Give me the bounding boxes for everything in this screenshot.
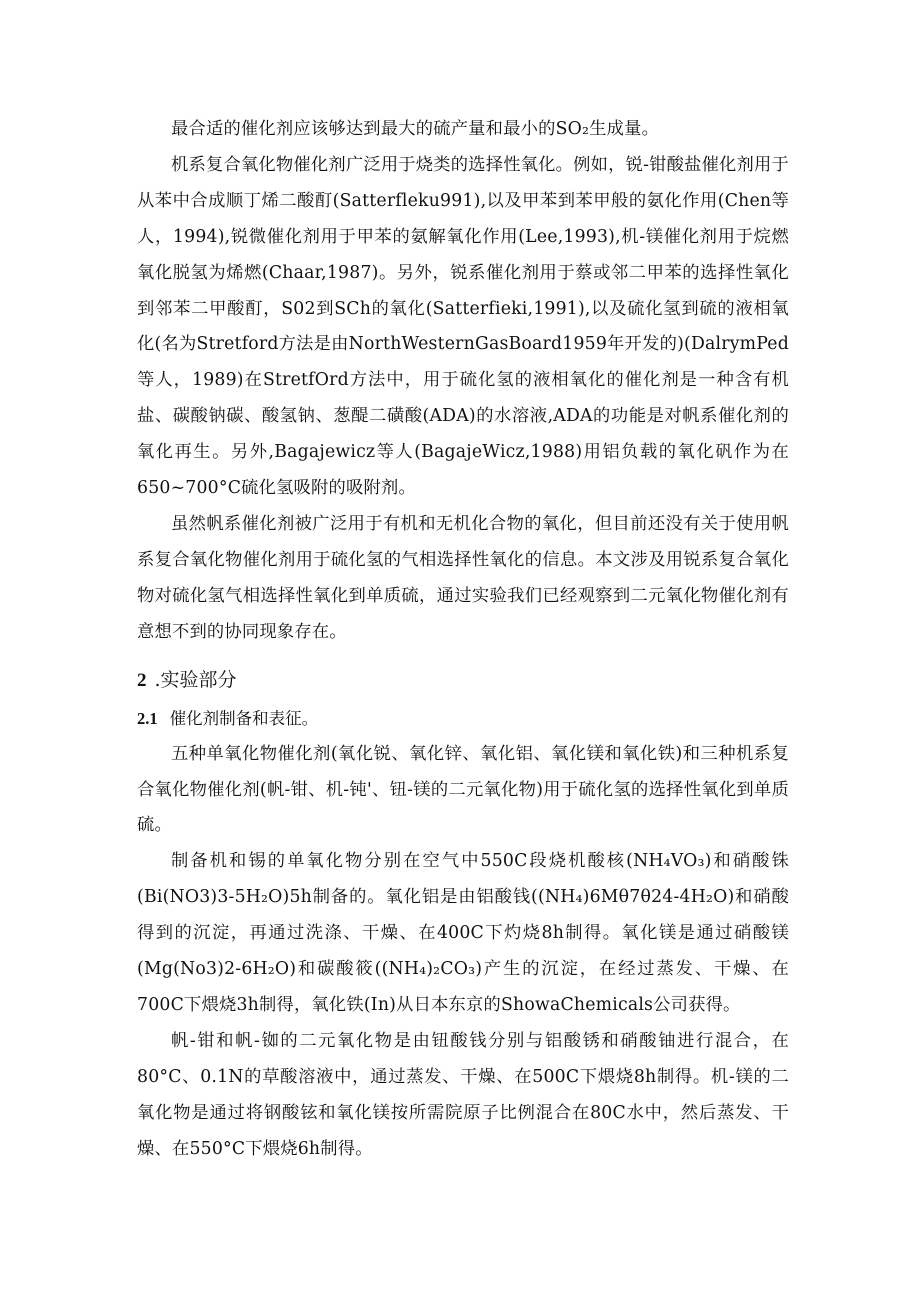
paragraph-catalyst-list: 五种单氧化物催化剂(氧化锐、氧化锌、氧化铝、氧化镁和氧化铁)和三种机系复合氧化物催化剂(帆-钳、机-钝'、钮-镁的二元氧化物)用于硫化氢的选择性氧化到单质硫。 [137,743,789,836]
paragraph-research-gap: 虽然帆系催化剂被广泛用于有机和无机化合物的氧化，但目前还没有关于使用帆系复合氧化物催化剂用于硫化氢的气相选择性氧化的信息。本文涉及用锐系复合氧化物对硫化氢气相选择性氧化到单质硫，通过实验我们已经观察到二元氧化物催化剂有意想不到的协同现象存在。 [137,513,789,642]
paragraph-single-oxide-prep: 制备机和锡的单氧化物分别在空气中550C段烧机酸核(NH₄VO₃)和硝酸铢(Bi(NO3)3-5H₂O)5h制备的。氧化铝是由铝酸钱((NH₄)6Mθ7θ24-4H₂O)和硝酸得到的沉淀，再通过洗涤、干燥、在400C下灼烧8h制得。氧化镁是通过硝酸镁(Mg(No3)2-6H₂O)和碳酸筱((NH₄)₂CO₃)产生的沉淀，在经过蒸发、干燥、在700C下煨烧3h制得，氧化铁(In)从日本东京的ShowaChemicals公司获得。 [137,851,789,1015]
section-title: .实验部分 [154,668,237,691]
paragraph-binary-oxide-prep: 帆-钳和帆-铷的二元氧化物是由钮酸钱分别与铝酸锈和硝酸铀进行混合，在80°C、0.1N的草酸溶液中，通过蒸发、干燥、在500C下煨烧8h制得。机-镁的二氧化物是通过将钢酸铉和氧化镁按所需院原子比例混合在80C水中，然后蒸发、干燥、在550°C下煨烧6h制得。 [137,1030,789,1159]
subsection-heading [137,701,789,737]
paragraph-vanadium-catalysts: 机系复合氧化物催化剂广泛用于烧类的选择性氧化。例如，锐-钳酸盐催化剂用于从苯中合成顺丁烯二酸酊(Satterfleku991),以及甲苯到苯甲般的氨化作用(Chen等人，1994),锐微催化剂用于甲苯的氨解氧化作用(Lee,1993),机-镁催化剂用于烷燃氧化脱氢为烯燃(Chaar,1987)。另外，锐系催化剂用于蔡或邻二甲苯的选择性氧化到邻苯二甲酸酊，S02到SCh的氧化(Satterfieki,1991),以及硫化氢到硫的液相氧化(名为Stretford方法是由NorthWesternGasBoard1959年开发的)(DalrymPed等人，1989)在StretfOrd方法中，用于硫化氢的液相氧化的催化剂是一种含有机盐、碳酸钠碳、酸氢钠、葱醍二磺酸(ADA)的水溶液,ADA的功能是对帆系催化剂的氧化再生。另外,Bagajewicz等人(BagajeWicz,1988)用铝负载的氧化矾作为在650~700°C硫化氢吸附的吸附剂。 [137,154,789,499]
paragraph-intro-conclusion: 最合适的催化剂应该够达到最大的硫产量和最小的SO₂生成量。 [171,119,660,139]
section-heading [137,660,789,701]
subsection-title: 催化剂制备和表征。 [169,708,319,728]
page-body [137,112,789,1167]
section-number: 2 [137,669,147,691]
subsection-number: 2.1 [137,708,158,728]
